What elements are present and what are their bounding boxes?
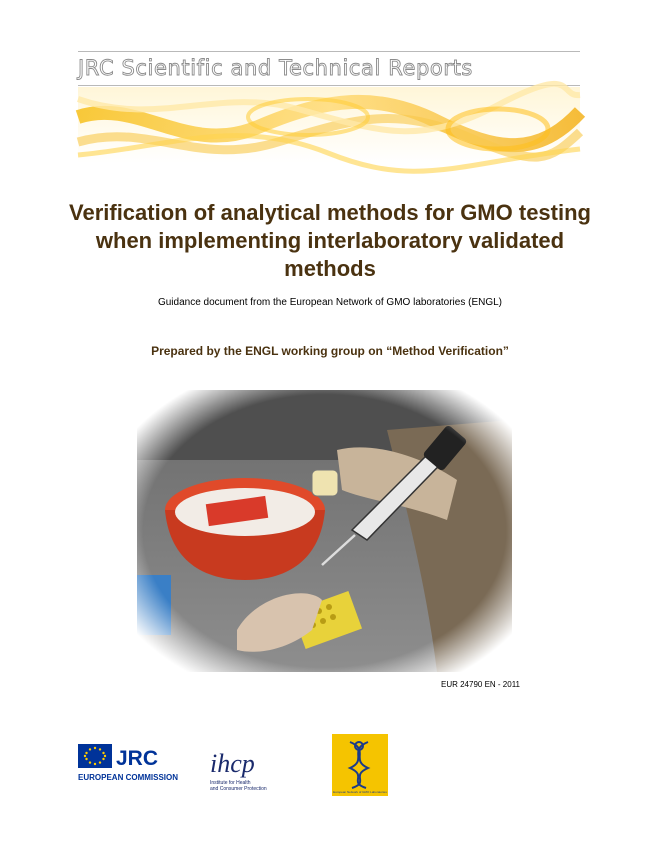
ihcp-acronym: ihcp bbox=[210, 749, 255, 778]
header-rule-top bbox=[78, 51, 580, 52]
golden-ribbon-banner bbox=[78, 87, 580, 163]
engl-name: European Network of GMO Laboratories bbox=[333, 790, 387, 794]
european-commission-label: EUROPEAN COMMISSION bbox=[78, 773, 179, 782]
laboratory-pipetting-photo bbox=[137, 390, 512, 672]
ihcp-name-line1: Institute for Health bbox=[210, 780, 251, 786]
jrc-european-commission-logo bbox=[78, 742, 179, 784]
prepared-by-line: Prepared by the ENGL working group on “Method Verification” bbox=[151, 344, 509, 358]
engl-logo bbox=[332, 734, 388, 796]
report-number: EUR 24790 EN - 2011 bbox=[440, 680, 520, 689]
series-title: JRC Scientific and Technical Reports bbox=[78, 56, 473, 80]
ihcp-logo bbox=[208, 742, 270, 794]
eu-flag-icon bbox=[78, 744, 112, 768]
document-title: Verification of analytical methods for GMO testing when implementing interlaboratory validated methods bbox=[69, 200, 591, 281]
document-subtitle: Guidance document from the European Network of GMO laboratories (ENGL) bbox=[157, 297, 503, 308]
ihcp-name-line2: and Consumer Protection bbox=[210, 786, 267, 792]
header-rule-bottom bbox=[78, 85, 580, 86]
jrc-acronym: JRC bbox=[116, 747, 159, 770]
